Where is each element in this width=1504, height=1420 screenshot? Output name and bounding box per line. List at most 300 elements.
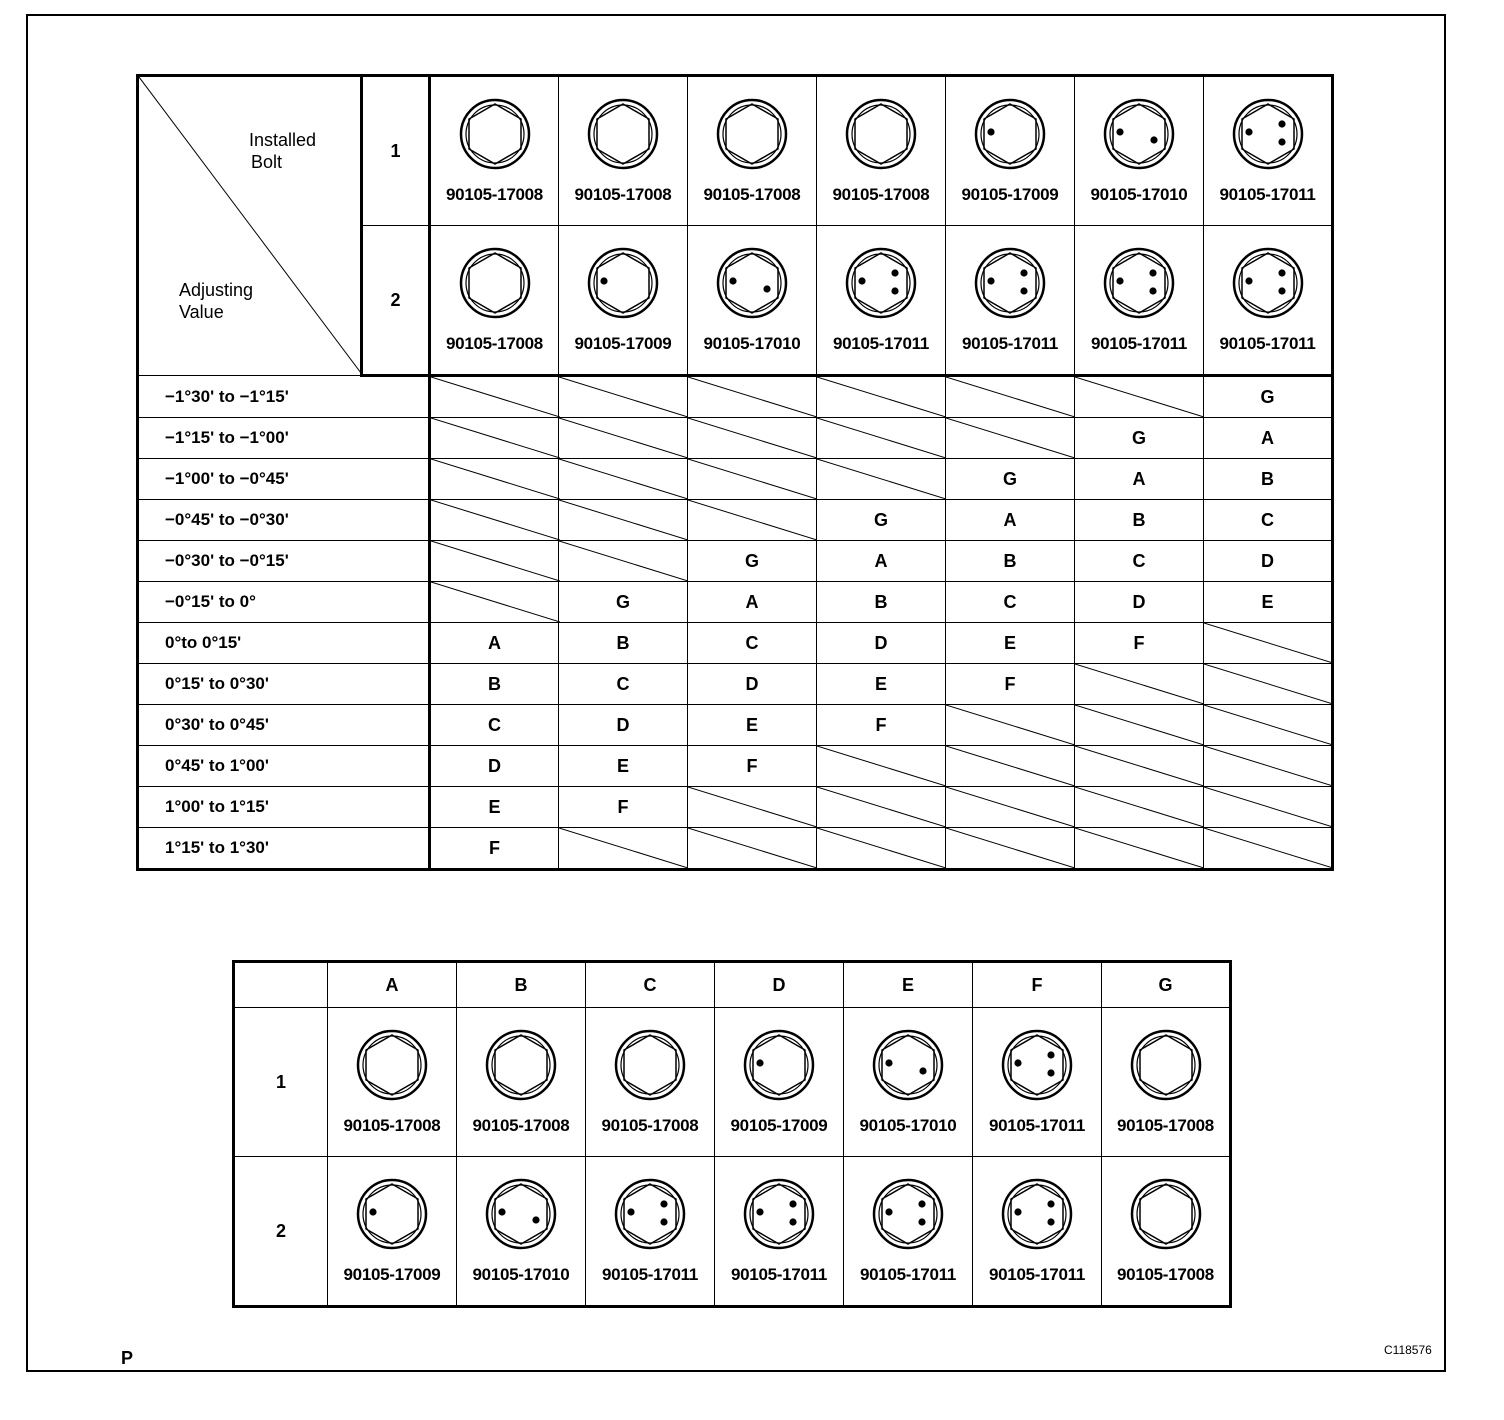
bolt-dot-mark [600,277,607,284]
adjusting-value-label-line: Adjusting [179,280,254,300]
not-applicable-cell [430,418,559,459]
bolt-position-number: 1 [362,76,430,226]
not-applicable-cell [1204,828,1333,870]
na-diagonal-line [559,828,688,868]
bolt-dot-mark [1245,128,1252,135]
adjustment-row [138,582,1333,623]
bolt-head-icon [586,97,660,171]
not-applicable-cell [430,582,559,623]
adjustment-row [138,500,1333,541]
bolt-dot-mark [369,1208,376,1215]
not-applicable-cell [559,500,688,541]
legend-column-header: G [1102,962,1231,1008]
part-number: 90105-17011 [860,1265,956,1284]
bolt-head-icon [973,246,1047,320]
bolt-head-icon [355,1177,429,1251]
part-number: 90105-17008 [343,1116,441,1135]
part-number: 90105-17008 [446,334,543,353]
bolt-cell [559,76,688,226]
bolt-head-icon [355,1028,429,1102]
bolt-dot-mark [1278,269,1285,276]
na-diagonal-line [1075,787,1204,827]
combination-letter: B [1204,459,1333,500]
na-diagonal-line [431,459,560,499]
combination-letter: E [946,623,1075,664]
combination-letter: F [946,664,1075,705]
bolt-dot-mark [918,1218,925,1225]
not-applicable-cell [430,459,559,500]
na-diagonal-line [1075,664,1204,704]
part-number: 90105-17011 [833,334,929,353]
not-applicable-cell [1075,376,1204,418]
combination-letter: D [1204,541,1333,582]
bolt-cell [586,1157,715,1307]
adjustment-row [138,664,1333,705]
bolt-dot-mark [789,1200,796,1207]
part-number: 90105-17011 [602,1265,698,1284]
header-corner [138,76,362,376]
bolt-head-icon [1231,246,1305,320]
combination-letter: E [688,705,817,746]
combination-letter: B [1075,500,1204,541]
combination-letter: B [559,623,688,664]
combination-letter: E [817,664,946,705]
combination-letter: G [817,500,946,541]
bolt-cell [457,1008,586,1157]
combination-letter: B [946,541,1075,582]
part-number: 90105-17010 [703,334,801,353]
na-diagonal-line [559,541,688,581]
adjustment-row [138,787,1333,828]
part-number: 90105-17011 [1219,334,1316,353]
part-number: 90105-17008 [703,185,801,204]
adjusting-range-label: −1°00' to −0°45' [138,459,430,500]
bolt-cell [328,1008,457,1157]
bolt-dot-mark [1149,269,1156,276]
bolt-cell [715,1157,844,1307]
bolt-dot-mark [885,1208,892,1215]
not-applicable-cell [946,828,1075,870]
part-number: 90105-17008 [832,185,930,204]
bolt-head-icon [871,1177,945,1251]
bolt-dot-mark [498,1208,505,1215]
adjusting-range-label: 0°to 0°15' [138,623,430,664]
combination-letter: A [946,500,1075,541]
not-applicable-cell [1075,705,1204,746]
bolt-dot-mark [1020,287,1027,294]
bolt-head-icon [742,1177,816,1251]
combination-letter: C [946,582,1075,623]
combination-letter: F [817,705,946,746]
na-diagonal-line [946,705,1075,745]
na-diagonal-line [817,418,946,458]
installed-bolt-label [249,129,316,173]
footer-letter: P [121,1348,134,1368]
combination-letter: D [430,746,559,787]
bolt-dot-mark [660,1218,667,1225]
combination-letter: C [688,623,817,664]
part-number: 90105-17010 [859,1116,957,1135]
na-diagonal-line [688,459,817,499]
bolt-dot-mark [1020,269,1027,276]
bolt-cell [1075,76,1204,226]
part-number: 90105-17011 [989,1116,1085,1135]
combination-letter: G [1204,376,1333,418]
bolt-position-number: 2 [234,1157,328,1307]
part-number: 90105-17009 [961,185,1059,204]
bolt-head-icon [458,97,532,171]
bolt-dot-mark [1278,138,1285,145]
part-number: 90105-17008 [1117,1265,1214,1284]
legend-column-header: E [844,962,973,1008]
not-applicable-cell [559,376,688,418]
bolt-row [138,76,1333,226]
na-diagonal-line [946,418,1075,458]
part-number: 90105-17010 [472,1265,570,1284]
na-diagonal-line [946,828,1075,868]
combination-letter: G [559,582,688,623]
bolt-dot-mark [1245,277,1252,284]
combination-letter: G [946,459,1075,500]
part-number: 90105-17011 [731,1265,827,1284]
adjusting-value-label [179,279,253,323]
na-diagonal-line [688,787,817,827]
bolt-dot-mark [1116,277,1123,284]
part-number: 90105-17011 [1091,334,1187,353]
not-applicable-cell [688,787,817,828]
not-applicable-cell [559,541,688,582]
not-applicable-cell [688,828,817,870]
bolt-cell [973,1157,1102,1307]
installed-bolt-label-line: Bolt [251,152,283,172]
bolt-dot-mark [1278,287,1285,294]
bolt-head-icon [1129,1177,1203,1251]
bolt-dot-mark [729,277,736,284]
legend-column-header: C [586,962,715,1008]
bolt-cell [946,226,1075,376]
not-applicable-cell [1204,746,1333,787]
na-diagonal-line [1075,705,1204,745]
bolt-dot-mark [1278,120,1285,127]
bolt-cell [430,226,559,376]
bolt-head-icon [1231,97,1305,171]
bolt-cell [973,1008,1102,1157]
not-applicable-cell [430,500,559,541]
combination-letter: C [430,705,559,746]
na-diagonal-line [1204,787,1333,827]
na-diagonal-line [946,377,1075,417]
na-diagonal-line [817,459,946,499]
bolt-cell [586,1008,715,1157]
bolt-position-number: 1 [234,1008,328,1157]
not-applicable-cell [688,418,817,459]
bolt-head-icon [613,1177,687,1251]
na-diagonal-line [688,418,817,458]
not-applicable-cell [1204,664,1333,705]
na-diagonal-line [946,787,1075,827]
bolt-dot-mark [1047,1218,1054,1225]
bolt-dot-mark [1047,1051,1054,1058]
bolt-head-icon [1102,246,1176,320]
legend-column-header: A [328,962,457,1008]
bolt-cell [844,1008,973,1157]
legend-header-row [234,962,1231,1008]
combination-letter: A [817,541,946,582]
not-applicable-cell [688,500,817,541]
bolt-cell [1102,1157,1231,1307]
bolt-dot-mark [987,277,994,284]
adjusting-range-label: 1°00' to 1°15' [138,787,430,828]
bolt-head-icon [1000,1177,1074,1251]
adjusting-range-label: 0°45' to 1°00' [138,746,430,787]
na-diagonal-line [139,77,361,373]
not-applicable-cell [1204,705,1333,746]
bolt-cell [1102,1008,1231,1157]
part-number: 90105-17008 [446,185,543,204]
not-applicable-cell [559,418,688,459]
combination-letter: A [688,582,817,623]
bolt-head-icon [484,1177,558,1251]
bolt-cell [457,1157,586,1307]
part-number: 90105-17008 [1117,1116,1214,1135]
adjustment-row [138,459,1333,500]
combination-letter: D [688,664,817,705]
not-applicable-cell [946,746,1075,787]
adjusting-range-label: −1°30' to −1°15' [138,376,430,418]
adjustment-row [138,376,1333,418]
installed-bolt-label-line: Installed [249,130,317,150]
not-applicable-cell [688,376,817,418]
adjusting-range-label: −0°30' to −0°15' [138,541,430,582]
not-applicable-cell [559,828,688,870]
not-applicable-cell [817,418,946,459]
na-diagonal-line [1075,828,1204,868]
bolt-head-icon [1000,1028,1074,1102]
na-diagonal-line [688,377,817,417]
not-applicable-cell [1075,664,1204,705]
not-applicable-cell [559,459,688,500]
bolt-cell [844,1157,973,1307]
na-diagonal-line [559,500,688,540]
bolt-dot-mark [919,1067,926,1074]
combination-letter: C [1075,541,1204,582]
part-number: 90105-17009 [730,1116,828,1135]
not-applicable-cell [817,828,946,870]
not-applicable-cell [817,746,946,787]
bolt-head-icon [871,1028,945,1102]
combination-letter: E [559,746,688,787]
adjustment-table [136,74,1334,871]
combination-letter: A [1204,418,1333,459]
bolt-cell [817,76,946,226]
not-applicable-cell [430,376,559,418]
part-number: 90105-17008 [574,185,672,204]
bolt-cell [688,226,817,376]
bolt-head-icon [715,246,789,320]
bolt-dot-mark [660,1200,667,1207]
combination-letter: F [1075,623,1204,664]
na-diagonal-line [431,500,560,540]
bolt-head-icon [742,1028,816,1102]
adjusting-range-label: −0°15' to 0° [138,582,430,623]
part-number: 90105-17011 [962,334,1058,353]
adjustment-row [138,623,1333,664]
adjusting-range-label: 1°15' to 1°30' [138,828,430,870]
na-diagonal-line [431,541,560,581]
not-applicable-cell [817,376,946,418]
bolt-dot-mark [987,128,994,135]
bolt-cell [559,226,688,376]
bolt-dot-mark [756,1059,763,1066]
combination-letter: E [1204,582,1333,623]
bolt-cell [1204,226,1333,376]
adjusting-range-label: 0°15' to 0°30' [138,664,430,705]
adjusting-range-label: 0°30' to 0°45' [138,705,430,746]
not-applicable-cell [1204,787,1333,828]
bolt-dot-mark [858,277,865,284]
bolt-dot-mark [789,1218,796,1225]
na-diagonal-line [817,746,946,786]
bolt-cell [328,1157,457,1307]
not-applicable-cell [817,459,946,500]
adjustment-row [138,705,1333,746]
part-number: 90105-17010 [1090,185,1188,204]
bolt-dot-mark [1014,1059,1021,1066]
bolt-dot-mark [756,1208,763,1215]
combination-letter: D [1075,582,1204,623]
combination-letter: B [817,582,946,623]
bolt-dot-mark [891,287,898,294]
bolt-head-icon [613,1028,687,1102]
legend-bolt-row [234,1157,1231,1307]
na-diagonal-line [431,418,560,458]
bolt-cell [1075,226,1204,376]
na-diagonal-line [431,377,560,417]
bolt-dot-mark [627,1208,634,1215]
na-diagonal-line [559,377,688,417]
not-applicable-cell [946,376,1075,418]
combination-letter: C [1204,500,1333,541]
adjustment-row [138,828,1333,870]
adjusting-range-label: −0°45' to −0°30' [138,500,430,541]
bolt-legend-table [232,960,1232,1308]
bolt-cell [430,76,559,226]
combination-letter: G [688,541,817,582]
combination-letter: E [430,787,559,828]
combination-letter: G [1075,418,1204,459]
not-applicable-cell [1075,828,1204,870]
bolt-head-icon [1102,97,1176,171]
figure-id: C118576 [1384,1343,1432,1357]
combination-letter: F [559,787,688,828]
na-diagonal-line [1204,828,1333,868]
not-applicable-cell [817,787,946,828]
bolt-cell [817,226,946,376]
bolt-cell [715,1008,844,1157]
na-diagonal-line [1075,377,1204,417]
adjusting-range-label: −1°15' to −1°00' [138,418,430,459]
legend-column-header: F [973,962,1102,1008]
combination-letter: F [688,746,817,787]
part-number: 90105-17011 [989,1265,1085,1284]
bolt-dot-mark [891,269,898,276]
not-applicable-cell [688,459,817,500]
bolt-head-icon [586,246,660,320]
combination-letter: C [559,664,688,705]
part-number: 90105-17011 [1219,185,1316,204]
na-diagonal-line [817,828,946,868]
bolt-head-icon [715,97,789,171]
bolt-head-icon [484,1028,558,1102]
na-diagonal-line [946,746,1075,786]
bolt-cell [688,76,817,226]
na-diagonal-line [688,500,817,540]
na-diagonal-line [1204,705,1333,745]
adjusting-value-label-line: Value [179,302,224,322]
combination-letter: D [559,705,688,746]
legend-bolt-row [234,1008,1231,1157]
combination-letter: A [430,623,559,664]
combination-letter: D [817,623,946,664]
bolt-dot-mark [763,285,770,292]
na-diagonal-line [817,787,946,827]
bolt-dot-mark [885,1059,892,1066]
not-applicable-cell [1075,746,1204,787]
na-diagonal-line [431,582,560,622]
na-diagonal-line [1204,623,1333,663]
bolt-dot-mark [1014,1208,1021,1215]
na-diagonal-line [1204,746,1333,786]
adjustment-row [138,418,1333,459]
bolt-position-number: 2 [362,226,430,376]
bolt-dot-mark [1047,1069,1054,1076]
na-diagonal-line [559,418,688,458]
bolt-head-icon [844,246,918,320]
adjustment-row [138,541,1333,582]
part-number: 90105-17008 [472,1116,570,1135]
na-diagonal-line [817,377,946,417]
legend-column-header: D [715,962,844,1008]
not-applicable-cell [946,787,1075,828]
bolt-head-icon [1129,1028,1203,1102]
na-diagonal-line [559,459,688,499]
part-number: 90105-17009 [574,334,672,353]
not-applicable-cell [946,705,1075,746]
not-applicable-cell [1204,623,1333,664]
na-diagonal-line [688,828,817,868]
combination-letter: B [430,664,559,705]
not-applicable-cell [1075,787,1204,828]
not-applicable-cell [430,541,559,582]
na-diagonal-line [1075,746,1204,786]
legend-corner [234,962,328,1008]
bolt-head-icon [973,97,1047,171]
bolt-dot-mark [532,1216,539,1223]
bolt-cell [946,76,1075,226]
bolt-dot-mark [1149,287,1156,294]
bolt-dot-mark [1116,128,1123,135]
bolt-dot-mark [1047,1200,1054,1207]
bolt-head-icon [458,246,532,320]
part-number: 90105-17009 [343,1265,441,1284]
not-applicable-cell [946,418,1075,459]
adjustment-row [138,746,1333,787]
part-number: 90105-17008 [601,1116,699,1135]
legend-column-header: B [457,962,586,1008]
bolt-dot-mark [918,1200,925,1207]
na-diagonal-line [1204,664,1333,704]
bolt-cell [1204,76,1333,226]
